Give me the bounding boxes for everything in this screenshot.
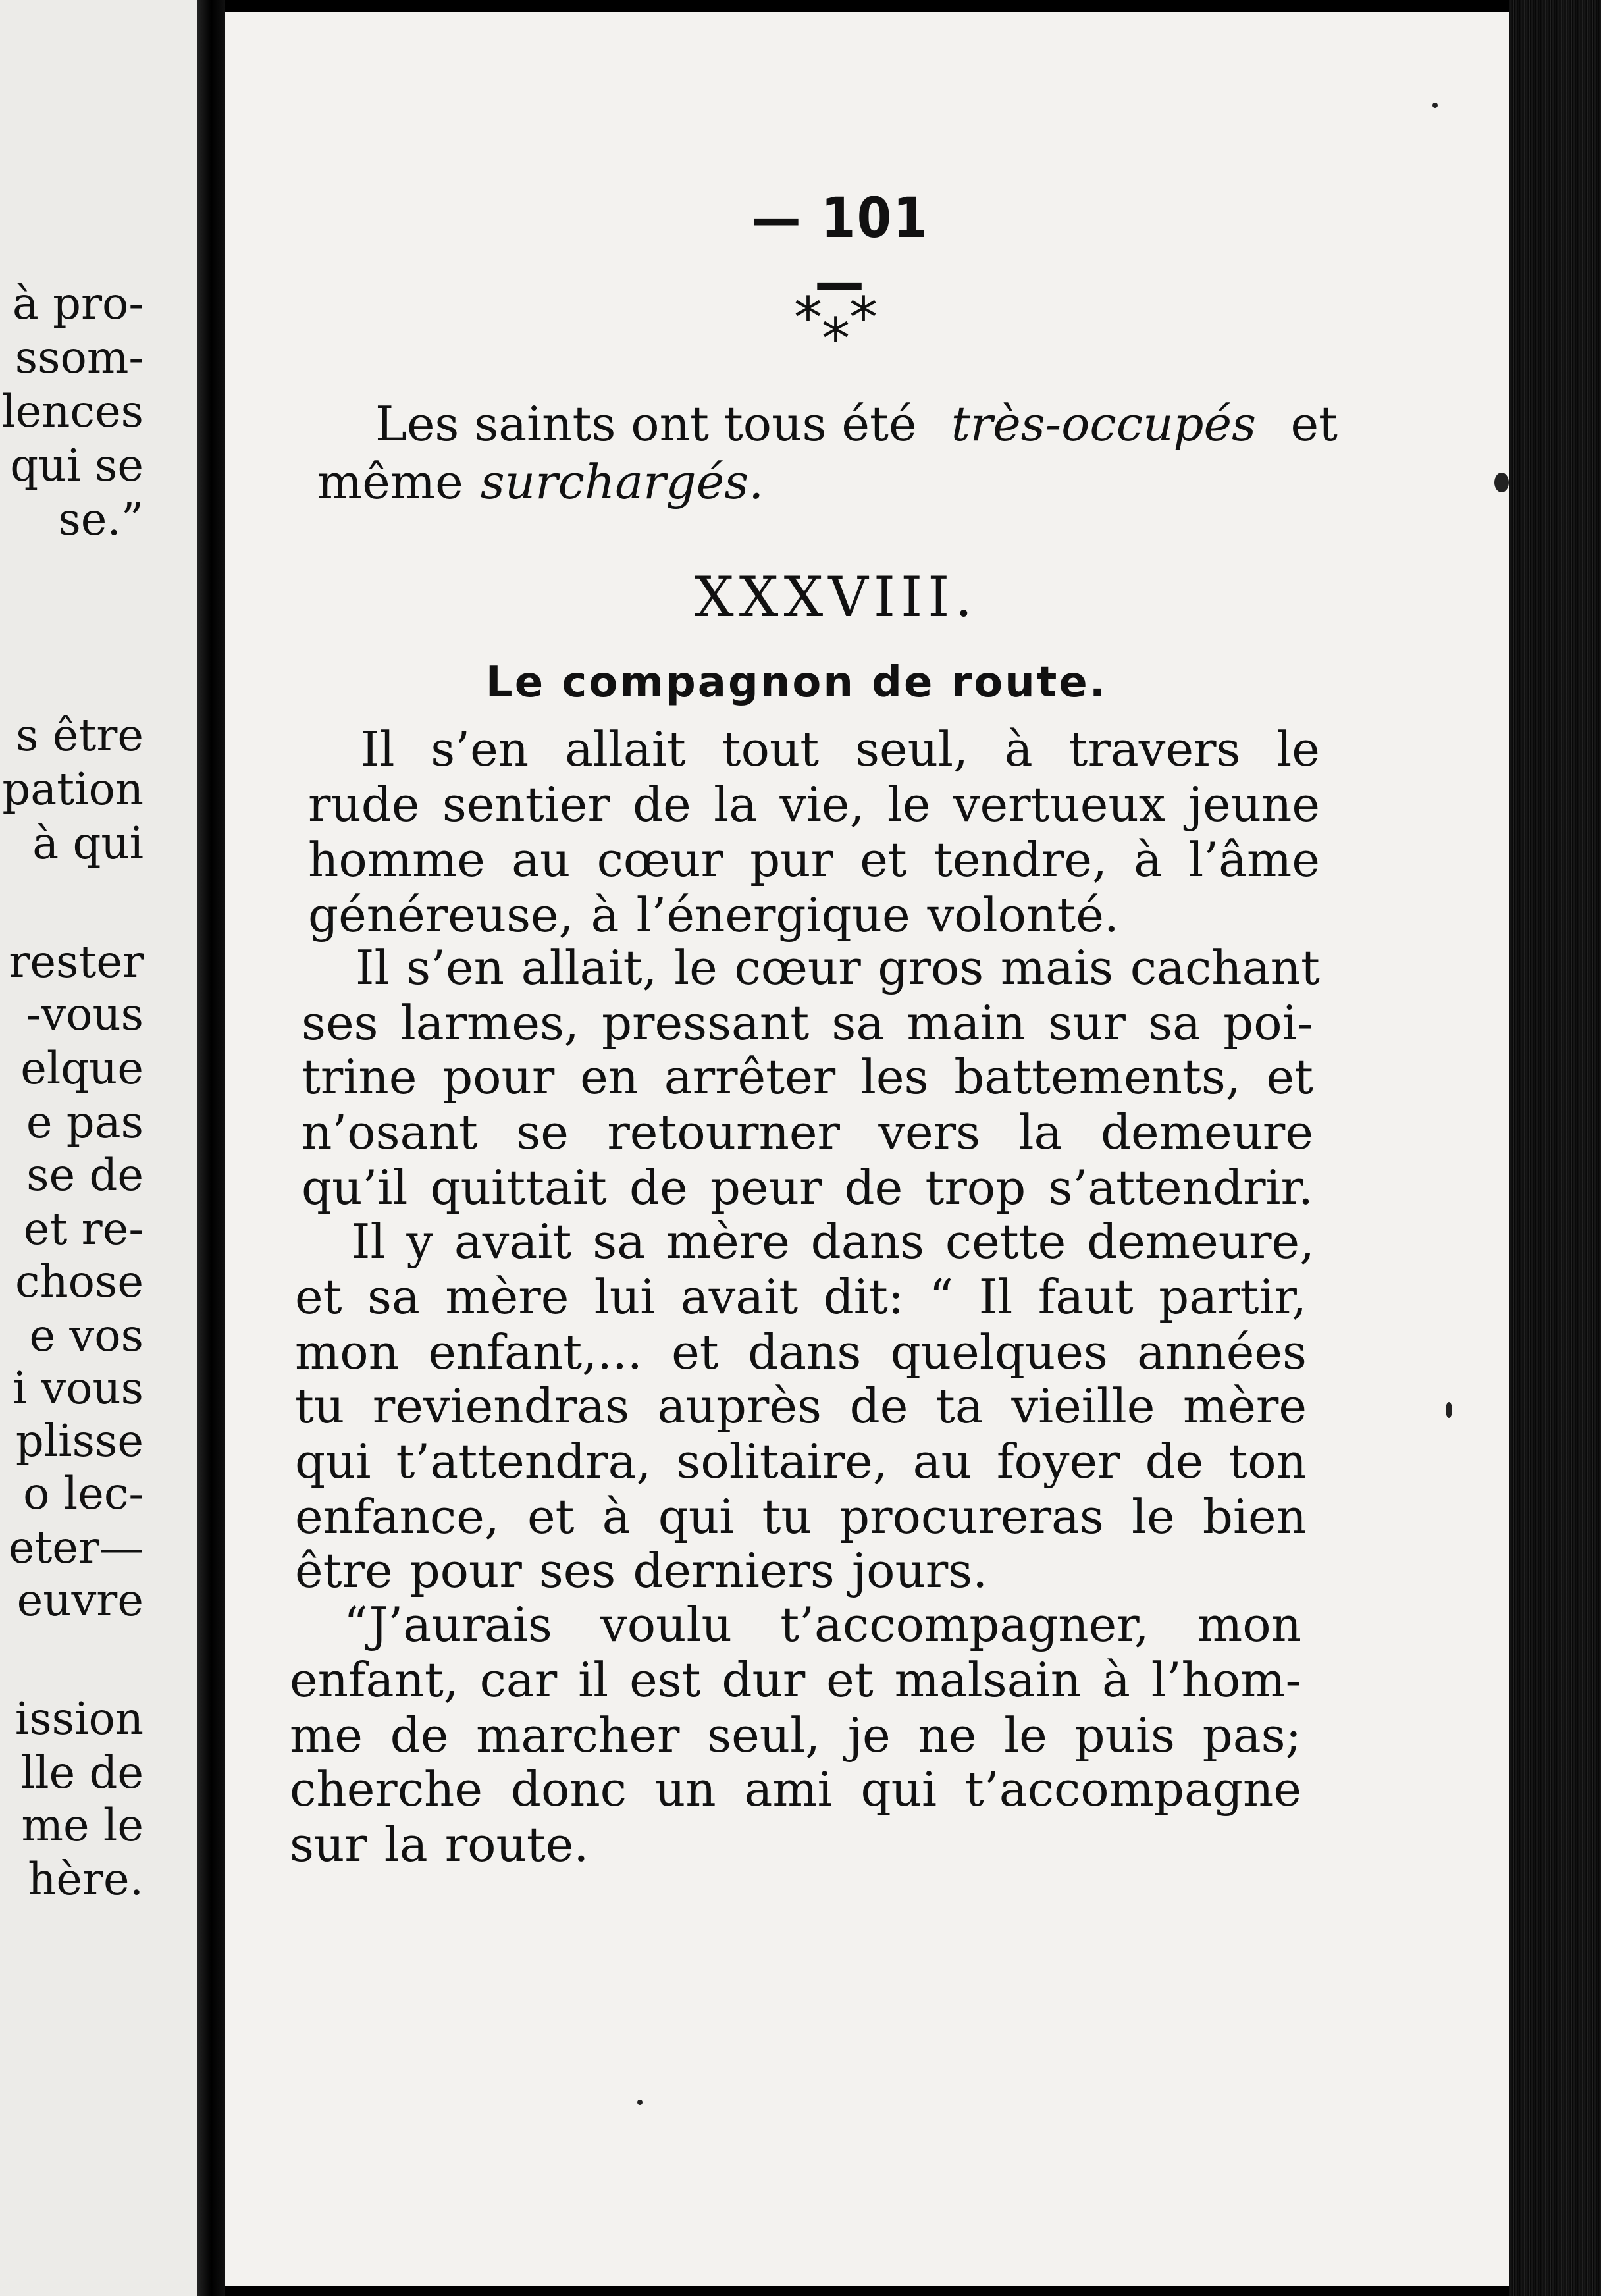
left-page-fragment: lle de [20, 1747, 144, 1798]
word: tu [762, 1489, 812, 1544]
word: à [1101, 1652, 1130, 1708]
left-page-fragment: -vous [26, 989, 144, 1040]
word: et [527, 1489, 575, 1544]
text-line [344, 1597, 1301, 1652]
word: vie, [779, 777, 865, 832]
word: demeure, [1087, 1214, 1315, 1269]
word: Il [361, 721, 395, 777]
word: ta [935, 1378, 984, 1434]
left-page-fragment: euvre [16, 1575, 144, 1626]
text-line [352, 1214, 1315, 1269]
left-page-fragment: o lec- [23, 1468, 144, 1519]
text-line [290, 1817, 589, 1872]
word: au [912, 1434, 972, 1489]
word: en [580, 1049, 639, 1105]
page-edges [1509, 0, 1601, 2296]
text-line [290, 1761, 1301, 1817]
word: et [826, 1652, 874, 1708]
left-page-fragment: se.” [58, 494, 144, 545]
word: rude [308, 777, 420, 832]
word: “J’aurais [344, 1597, 552, 1652]
left-page-fragment: à pro- [12, 278, 144, 329]
text-line [308, 832, 1320, 887]
word: je [847, 1708, 891, 1763]
page-blemish [1432, 103, 1438, 108]
word: Il [352, 1214, 386, 1269]
word: mon [1197, 1597, 1301, 1652]
word: seul, [855, 721, 968, 777]
left-page-fragment: e vos [29, 1310, 144, 1361]
text-line [295, 1269, 1307, 1324]
left-page-fragment: se de [26, 1149, 144, 1201]
text-line [290, 1708, 1301, 1763]
text-line [302, 1160, 1313, 1215]
page-blemish [1446, 1402, 1452, 1418]
word: reviendras [372, 1378, 630, 1434]
word: cette [945, 1214, 1066, 1269]
word: cœur [596, 832, 723, 887]
word: faut [1037, 1269, 1134, 1324]
text-line [295, 1543, 988, 1598]
separator-star-middle: * [822, 306, 850, 372]
word: dans [747, 1324, 862, 1380]
word: battements, [954, 1049, 1241, 1105]
word: le [887, 777, 931, 832]
word: mon [295, 1324, 399, 1380]
word: au [512, 832, 571, 887]
word: généreuse, [308, 887, 574, 943]
word: procureras [839, 1489, 1104, 1544]
text-line [302, 995, 1313, 1051]
chapter-numeral: XXXVIII. [694, 565, 978, 629]
word: il [578, 1652, 609, 1708]
intro-text: et [1290, 396, 1338, 452]
word: jeune [1188, 777, 1320, 832]
word: qui [295, 1434, 371, 1489]
word: derniers [633, 1543, 835, 1598]
word: l’énergique [636, 887, 910, 943]
word: s’en [431, 721, 529, 777]
text-line [295, 1434, 1307, 1489]
word: mère [1183, 1378, 1307, 1434]
word: enfance, [295, 1489, 500, 1544]
word: enfant,... [428, 1324, 643, 1380]
word: la [714, 777, 758, 832]
left-page-fragment: à qui [32, 818, 144, 869]
word: qui [658, 1489, 735, 1544]
word: t’attendra, [396, 1434, 652, 1489]
word: sa [1148, 995, 1201, 1051]
word: mère [666, 1214, 790, 1269]
left-page-fragment: me le [21, 1800, 144, 1851]
word: avait [680, 1269, 799, 1324]
word: sa [592, 1214, 646, 1269]
word: bien [1202, 1489, 1307, 1544]
word: jours. [851, 1543, 988, 1598]
word: trine [302, 1049, 417, 1105]
word: ne [918, 1708, 977, 1763]
word: homme [308, 832, 485, 887]
word: le [1132, 1489, 1175, 1544]
word: vertueux [953, 777, 1166, 832]
word: solitaire, [676, 1434, 888, 1489]
word: auprès [657, 1378, 822, 1434]
word: la [384, 1817, 428, 1872]
word: lui [594, 1269, 656, 1324]
word: être [295, 1543, 393, 1598]
word: t’accompagner, [780, 1597, 1149, 1652]
word: s’attendrir. [1048, 1160, 1313, 1215]
word: cherche [290, 1761, 483, 1817]
word: t’accompagne [964, 1761, 1301, 1817]
word: vieille [1011, 1378, 1155, 1434]
text-line [295, 1378, 1307, 1434]
left-page-fragment: ssom- [14, 332, 144, 383]
left-page-fragment: chose [14, 1256, 144, 1307]
word: main [906, 995, 1026, 1051]
word: me [290, 1708, 363, 1763]
word: à [1004, 721, 1033, 777]
word: l’âme [1188, 832, 1320, 887]
word: ses [302, 995, 379, 1051]
word: sa [367, 1269, 420, 1324]
word: ami [744, 1761, 833, 1817]
word: car [479, 1652, 558, 1708]
page-blemish [1494, 473, 1509, 492]
page-blemish [637, 2100, 643, 2105]
word: le [1004, 1708, 1047, 1763]
word: volonté. [927, 887, 1119, 943]
word: travers [1068, 721, 1241, 777]
word: à [1134, 832, 1162, 887]
intro-text: même [317, 454, 463, 509]
word: foyer [996, 1434, 1120, 1489]
text-line [290, 1652, 1301, 1708]
word: retourner [607, 1105, 840, 1160]
left-page-fragment: s être [16, 710, 144, 761]
text-line [302, 1105, 1313, 1160]
intro-line-1 [375, 396, 1338, 452]
word: l’hom- [1151, 1652, 1301, 1708]
text-line [361, 721, 1320, 777]
word: tendre, [933, 832, 1107, 887]
word: donc [510, 1761, 627, 1817]
word: enfant, [290, 1652, 459, 1708]
word: un [654, 1761, 716, 1817]
text-line [308, 887, 1131, 943]
word: sa [831, 995, 885, 1051]
word: pour [409, 1543, 522, 1598]
word: route. [444, 1817, 589, 1872]
word: s’en [406, 940, 504, 995]
left-page-fragment: eter— [8, 1522, 144, 1573]
word: années [1137, 1324, 1307, 1380]
word: la [1018, 1105, 1063, 1160]
word: se [516, 1105, 569, 1160]
intro-emphasis: surchargés. [480, 454, 764, 509]
word: marcher [476, 1708, 680, 1763]
word: arrêter [664, 1049, 836, 1105]
left-page-fragment: e pas [26, 1097, 144, 1148]
page-number: — 101 — [751, 186, 929, 315]
word: mère [445, 1269, 569, 1324]
word: de [849, 1378, 908, 1434]
word: le [1276, 721, 1320, 777]
word: trop [925, 1160, 1026, 1215]
word: de [844, 1160, 903, 1215]
left-page-fragment: i vous [13, 1363, 144, 1414]
left-page-fragment: ission [14, 1693, 144, 1744]
word: de [629, 1160, 688, 1215]
word: larmes, [400, 995, 579, 1051]
word: partir, [1159, 1269, 1307, 1324]
word: y [406, 1214, 433, 1269]
text-line [295, 1489, 1307, 1544]
word: puis [1074, 1708, 1175, 1763]
intro-emphasis: très-occupés [951, 396, 1257, 452]
word: quelques [890, 1324, 1108, 1380]
left-page-fragment: pation [2, 764, 144, 815]
separator-star-left: * [794, 285, 822, 351]
text-line [355, 940, 1320, 995]
word: et [1266, 1049, 1313, 1105]
separator-star-right: * [849, 285, 878, 351]
word: Il [355, 940, 390, 995]
text-line [295, 1324, 1307, 1380]
word: n’osant [302, 1105, 478, 1160]
word: tout [722, 721, 820, 777]
word: et [860, 832, 907, 887]
word: mais [1000, 940, 1114, 995]
word: qui [860, 1761, 937, 1817]
word: pas; [1202, 1708, 1301, 1763]
word: allait, [521, 940, 658, 995]
word: vers [878, 1105, 981, 1160]
word: pour [442, 1049, 555, 1105]
left-page-fragment: hère. [28, 1854, 144, 1905]
word: peur [710, 1160, 822, 1215]
word: de [633, 777, 691, 832]
word: de [390, 1708, 449, 1763]
intro-line-2 [317, 454, 976, 509]
left-page-fragment: rester [9, 936, 144, 987]
word: “ [929, 1269, 954, 1324]
word: voulu [600, 1597, 732, 1652]
word: cœur [734, 940, 861, 995]
word: allait [564, 721, 686, 777]
word: tu [295, 1378, 345, 1434]
word: ses [538, 1543, 616, 1598]
left-page-fragment: qui se [10, 440, 144, 491]
word: poi- [1223, 995, 1313, 1051]
left-page-fragment: lences [1, 386, 144, 437]
left-facing-page [0, 0, 197, 2296]
left-page-fragment: et re- [23, 1203, 144, 1255]
text-line [302, 1049, 1313, 1105]
word: sur [290, 1817, 367, 1872]
word: avait [454, 1214, 572, 1269]
word: demeure [1100, 1105, 1313, 1160]
text-line [308, 777, 1320, 832]
word: les [860, 1049, 929, 1105]
word: sentier [442, 777, 610, 832]
left-page-fragment: elque [20, 1043, 144, 1094]
word: cachant [1130, 940, 1320, 995]
left-page-fragment: plisse [15, 1415, 144, 1467]
word: est [629, 1652, 701, 1708]
word: le [674, 940, 718, 995]
chapter-title: Le compagnon de route. [485, 658, 1108, 707]
word: ton [1228, 1434, 1307, 1489]
word: à [591, 887, 619, 943]
word: et [671, 1324, 719, 1380]
word: sur [1048, 995, 1126, 1051]
intro-text: Les saints ont tous été [375, 396, 917, 452]
word: pur [750, 832, 833, 887]
word: dans [810, 1214, 925, 1269]
word: malsain [894, 1652, 1082, 1708]
word: qu’il [302, 1160, 408, 1215]
word: dit: [823, 1269, 905, 1324]
book-gutter [197, 0, 225, 2296]
word: seul, [707, 1708, 820, 1763]
word: dur [722, 1652, 806, 1708]
section-separator [787, 285, 893, 372]
word: de [1145, 1434, 1204, 1489]
word: quittait [430, 1160, 607, 1215]
word: pressant [601, 995, 810, 1051]
word: et [295, 1269, 342, 1324]
word: à [602, 1489, 631, 1544]
word: Il [978, 1269, 1013, 1324]
word: gros [878, 940, 984, 995]
